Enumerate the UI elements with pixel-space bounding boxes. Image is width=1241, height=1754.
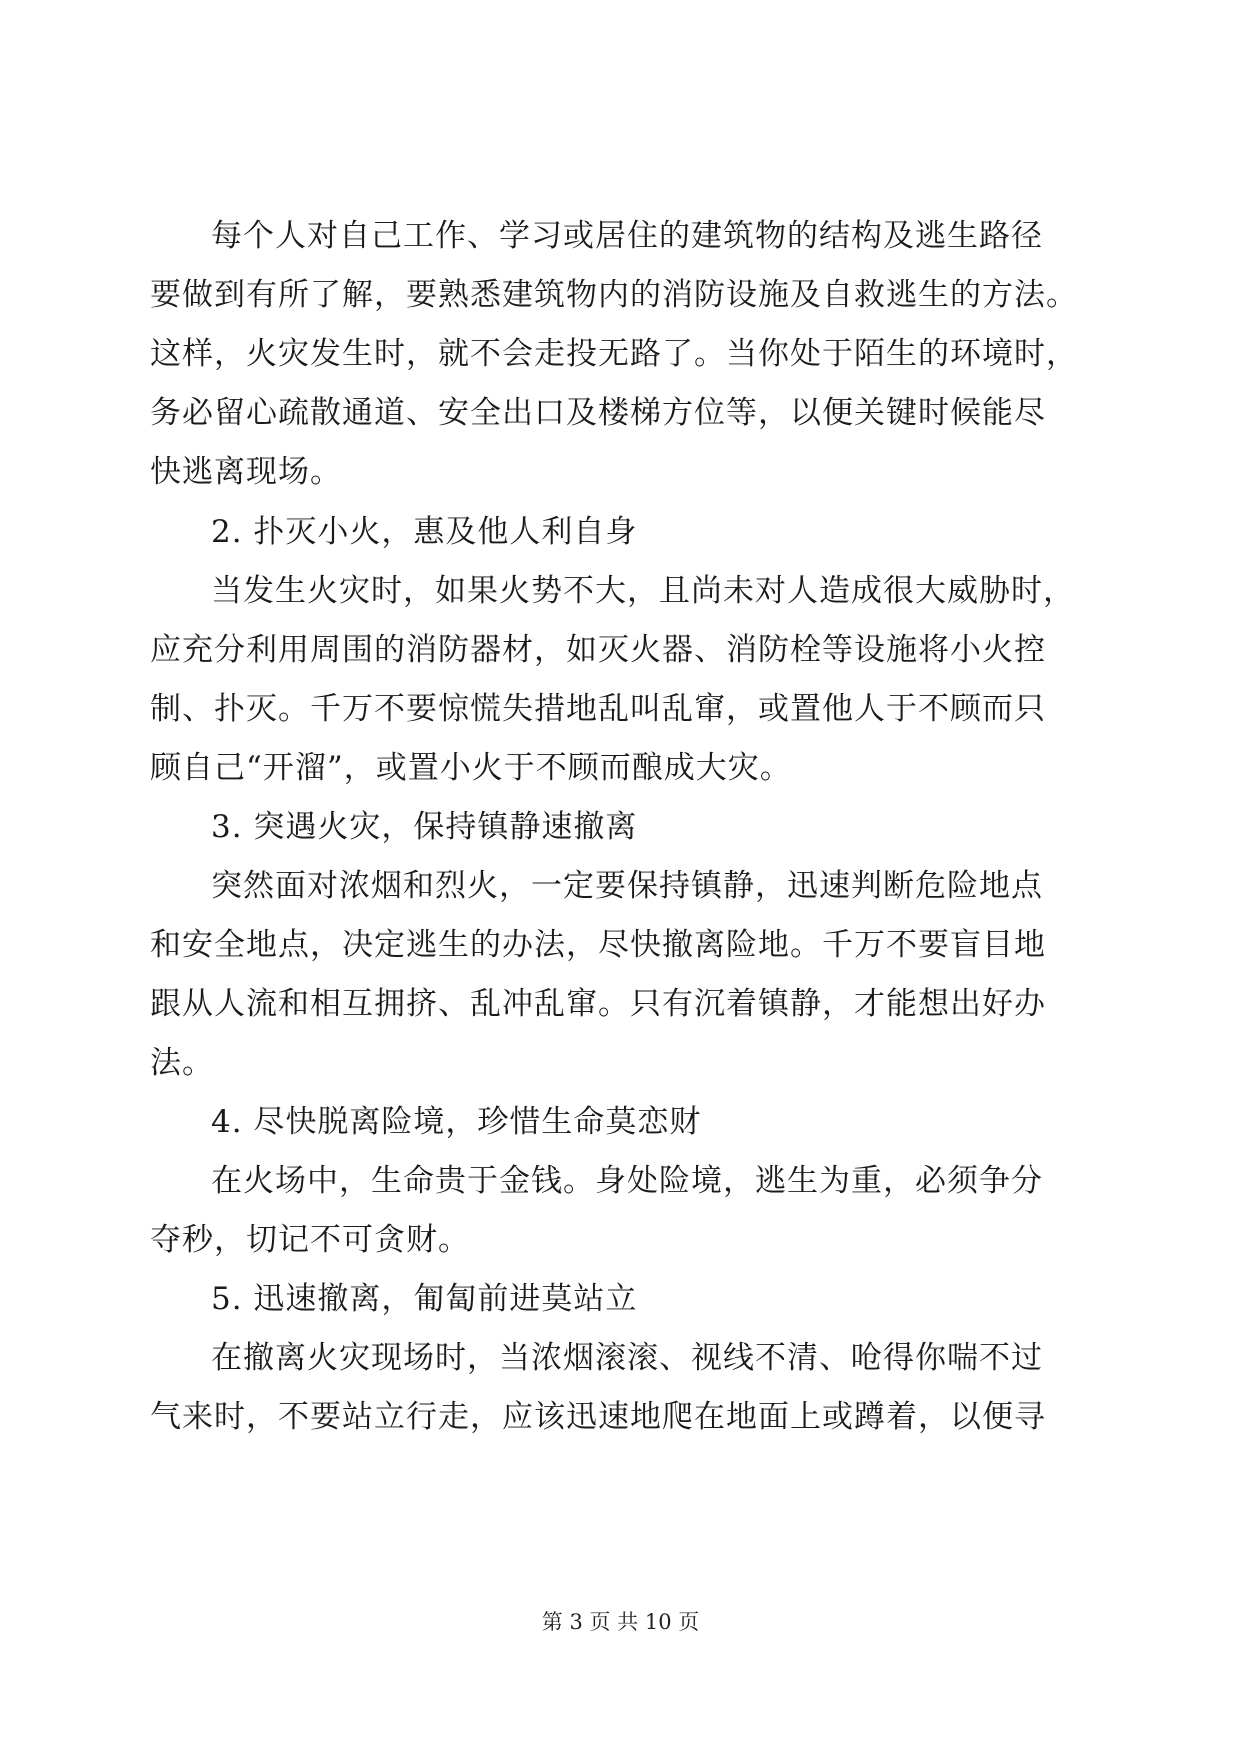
paragraph-line: 应充分利用周围的消防器材，如灭火器、消防栓等设施将小火控	[150, 632, 1046, 668]
paragraph-line: 在火场中，生命贵于金钱。身处险境，逃生为重，必须争分	[211, 1163, 1043, 1199]
paragraph-line: 制、扑灭。千万不要惊慌失措地乱叫乱窜，或置他人于不顾而只	[150, 691, 1046, 727]
paragraph-line: 当发生火灾时，如果火势不大，且尚未对人造成很大威胁时，	[211, 573, 1075, 609]
paragraph-line: 快逃离现场。	[150, 454, 342, 490]
paragraph-line: 顾自己“开溜”，或置小火于不顾而酿成大灾。	[150, 750, 792, 786]
section-heading: 2. 扑灭小火，惠及他人利自身	[211, 514, 638, 550]
section-heading: 3. 突遇火灾，保持镇静速撤离	[211, 809, 638, 845]
page-footer: 第 3 页 共 10 页	[541, 1610, 700, 1634]
paragraph-line: 要做到有所了解，要熟悉建筑物内的消防设施及自救逃生的方法。	[150, 277, 1078, 313]
paragraph-line: 在撤离火灾现场时，当浓烟滚滚、视线不清、呛得你喘不过	[211, 1340, 1043, 1376]
section-heading: 5. 迅速撤离，匍匐前进莫站立	[211, 1281, 638, 1317]
paragraph-line: 这样，火灾发生时，就不会走投无路了。当你处于陌生的环境时，	[150, 336, 1078, 372]
paragraph-line: 法。	[150, 1045, 214, 1081]
paragraph-line: 务必留心疏散通道、安全出口及楼梯方位等，以便关键时候能尽	[150, 395, 1046, 431]
paragraph-line: 跟从人流和相互拥挤、乱冲乱窜。只有沉着镇静，才能想出好办	[150, 986, 1046, 1022]
paragraph-line: 夺秒，切记不可贪财。	[150, 1222, 470, 1258]
paragraph-line: 每个人对自己工作、学习或居住的建筑物的结构及逃生路径	[211, 218, 1043, 254]
section-heading: 4. 尽快脱离险境，珍惜生命莫恋财	[211, 1104, 702, 1140]
paragraph-line: 突然面对浓烟和烈火，一定要保持镇静，迅速判断危险地点	[211, 868, 1043, 904]
paragraph-line: 和安全地点，决定逃生的办法，尽快撤离险地。千万不要盲目地	[150, 927, 1046, 963]
paragraph-line: 气来时，不要站立行走，应该迅速地爬在地面上或蹲着，以便寻	[150, 1399, 1046, 1435]
